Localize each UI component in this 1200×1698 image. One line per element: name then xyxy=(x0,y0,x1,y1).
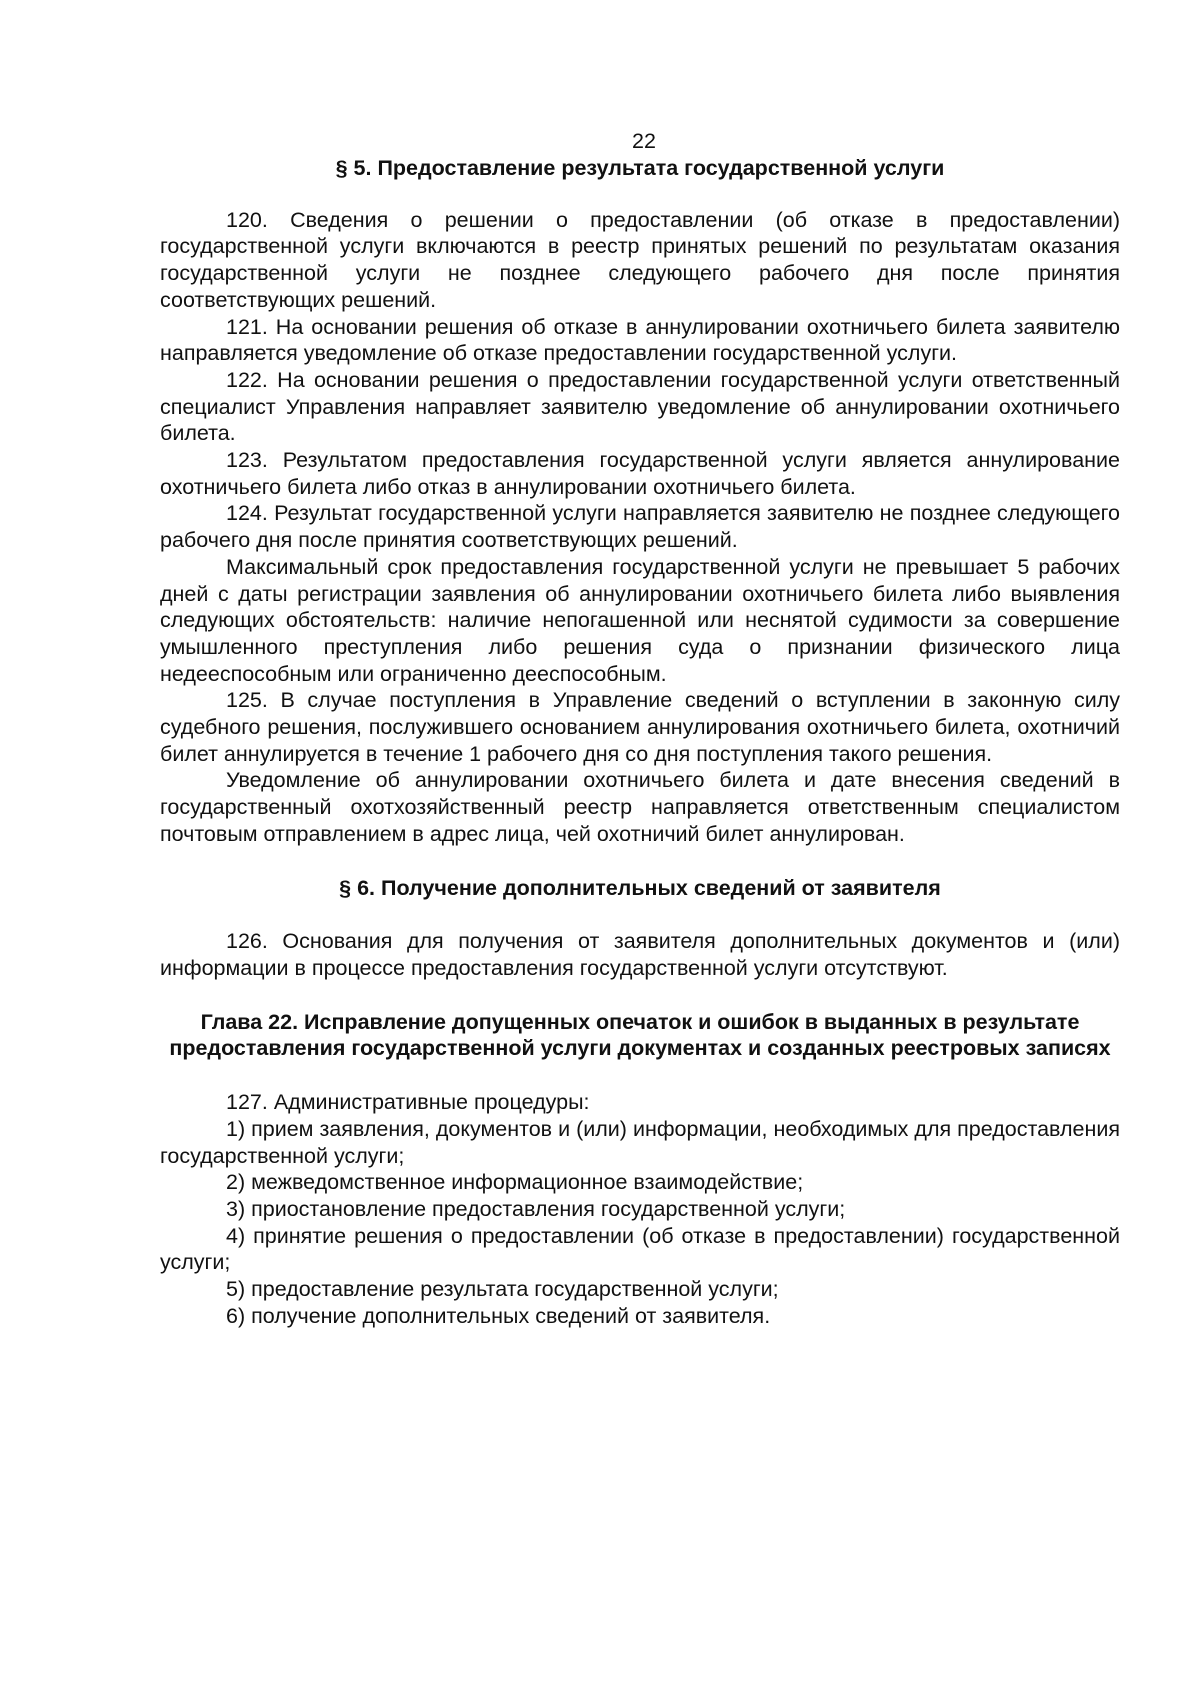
procedure-item-1: 1) прием заявления, документов и (или) информации, необходимых для предоставления государственной услуги; xyxy=(160,1116,1120,1168)
paragraph-127: 127. Административные процедуры: xyxy=(226,1090,590,1115)
spacer xyxy=(160,901,1120,928)
spacer xyxy=(160,1062,1120,1089)
paragraph-121: 121. На основании решения об отказе в аннулировании охотничьего билета заявителю направляется уведомление об отказе предоставлении государственной услуги. xyxy=(160,314,1120,366)
spacer xyxy=(160,982,1120,1009)
procedure-item-5: 5) предоставление результата государственной услуги; xyxy=(226,1277,779,1302)
document-page xyxy=(160,128,1120,1329)
paragraph-120: 120. Сведения о решении о предоставлении (об отказе в предоставлении) государственной услуги включаются в реестр принятых решений по результатам оказания государственной услуги не позднее следующего рабочего дня после принятия соответствующих решений. xyxy=(160,207,1120,312)
paragraph-126: 126. Основания для получения от заявителя дополнительных документов и (или) информации в процессе предоставления государственной услуги отсутствуют. xyxy=(160,929,1120,980)
paragraph-max-term: Максимальный срок предоставления государственной услуги не превышает 5 рабочих дней с даты регистрации заявления об аннулировании охотничьего билета либо выявления следующих обстоятельств: наличие непогашенной или неснятой судимости за совершение умышленного преступления либо решения суда о признании физического лица недееспособным или ограниченно дееспособным. xyxy=(160,554,1120,686)
paragraph-125: 125. В случае поступления в Управление сведений о вступлении в законную силу судебного решения, послужившего основанием аннулирования охотничьего билета, охотничий билет аннулируется в течение 1 рабочего дня со дня поступления такого решения. xyxy=(160,688,1120,766)
procedure-item-2: 2) межведомственное информационное взаимодействие; xyxy=(226,1170,804,1195)
paragraph-notification: Уведомление об аннулировании охотничьего билета и дате внесения сведений в государственный охотхозяйственный реестр направляется ответственным специалистом почтовым отправлением в адрес лица, чей охотничий билет аннулирован. xyxy=(160,768,1120,846)
procedure-item-4: 4) принятие решения о предоставлении (об отказе в предоставлении) государственной услуги; xyxy=(160,1223,1120,1275)
spacer xyxy=(160,848,1120,875)
paragraph-123: 123. Результатом предоставления государственной услуги является аннулирование охотничьего билета либо отказ в аннулировании охотничьего билета. xyxy=(160,448,1120,499)
spacer xyxy=(160,182,1120,207)
section-5-heading: § 5. Предоставление результата государственной услуги xyxy=(335,156,945,180)
procedure-item-6: 6) получение дополнительных сведений от заявителя. xyxy=(226,1303,771,1328)
section-6-heading: § 6. Получение дополнительных сведений от заявителя xyxy=(339,875,941,900)
chapter-22-heading: Глава 22. Исправление допущенных опечаток и ошибок в выданных в результате предоставления государственной услуги документах и созданных реестровых записях xyxy=(169,1009,1111,1061)
procedure-item-3: 3) приостановление предоставления государственной услуги; xyxy=(226,1196,846,1221)
page-number: 22 xyxy=(632,129,656,153)
paragraph-122: 122. На основании решения о предоставлении государственной услуги ответственный специалист Управления направляет заявителю уведомление об аннулировании охотничьего билета. xyxy=(160,367,1120,446)
paragraph-124: 124. Результат государственной услуги направляется заявителю не позднее следующего рабочего дня после принятия соответствующих решений. xyxy=(160,501,1120,553)
